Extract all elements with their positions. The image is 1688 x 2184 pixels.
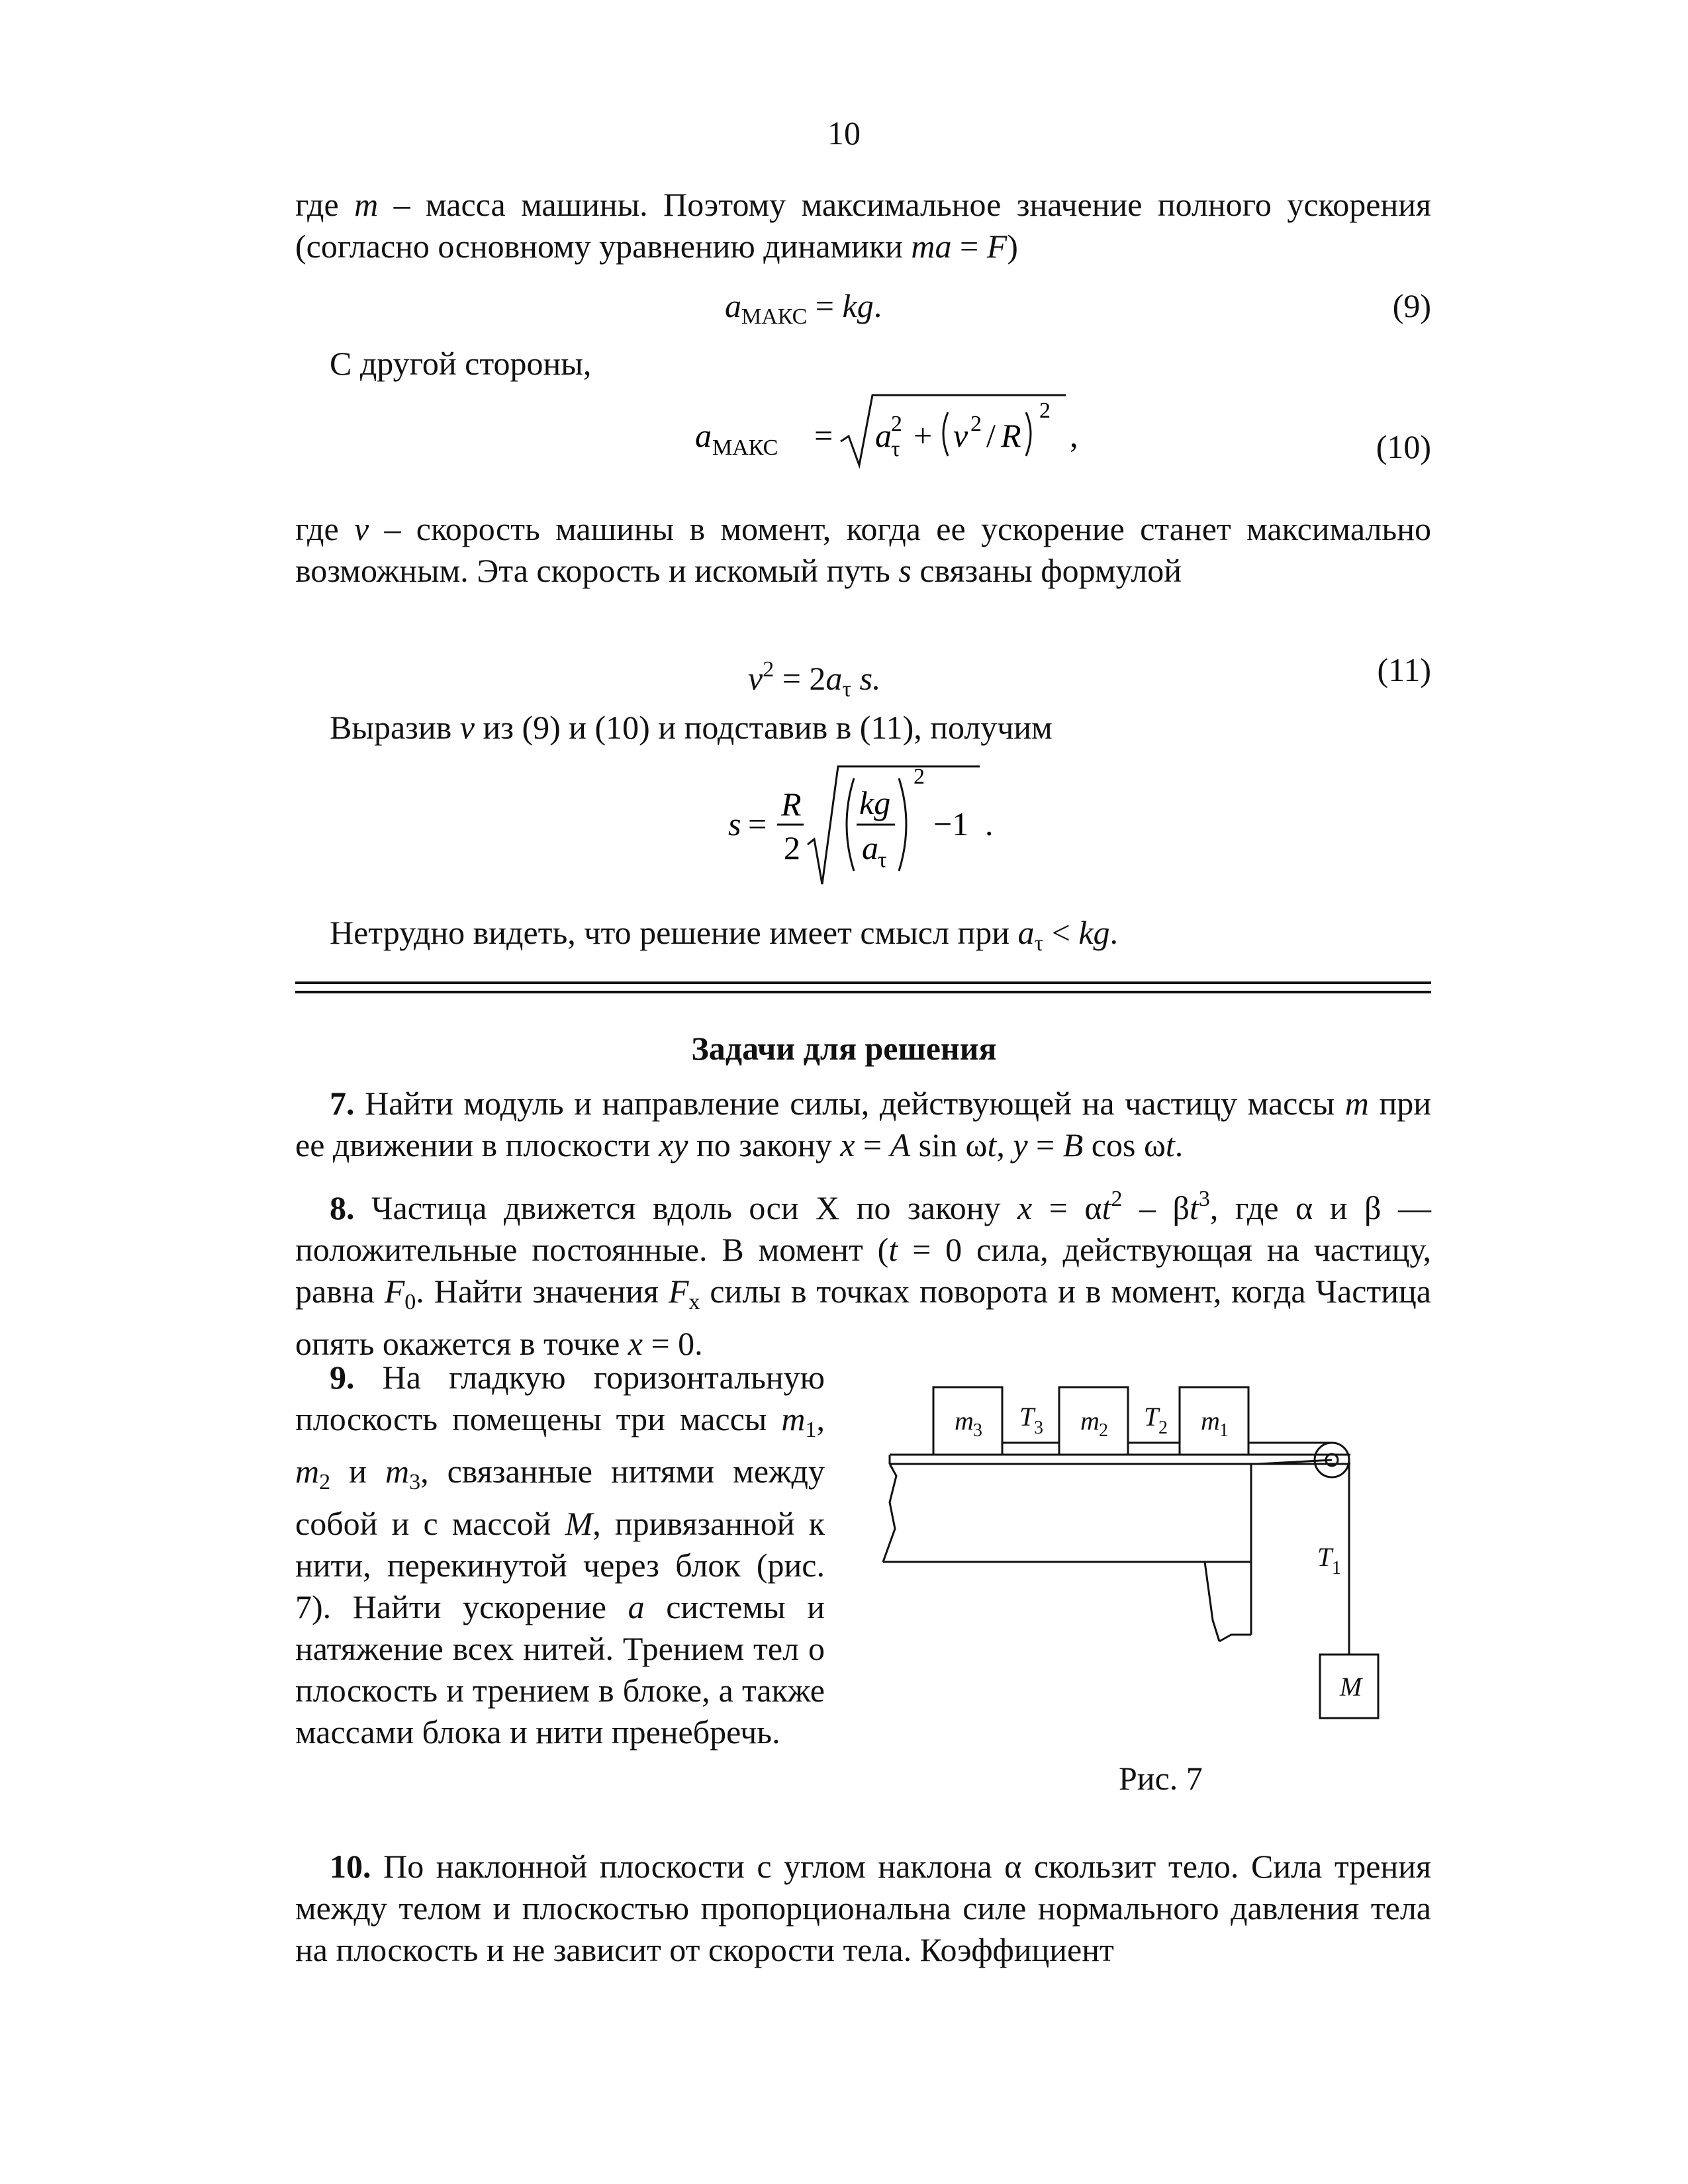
eq12-dot: .	[985, 805, 994, 842]
task-10: 10. По наклонной плоскости с углом наклона α скользит тело. Сила трения между телом и плоскостью пропорциональна силе нормального давления тела на плоскость и не зависит от скорости тела. Коэффициент	[295, 1848, 1431, 1968]
eq12-kg: kg	[859, 784, 891, 821]
eq12-R: R	[781, 786, 802, 823]
eq10-slash: /	[986, 417, 996, 454]
equation-10-number: (10)	[1376, 428, 1431, 465]
eq10-sq1: 2	[891, 412, 902, 436]
page-number: 10	[827, 114, 861, 152]
paragraph-substitution: Выразив v из (9) и (10) и подставив в (11), получим	[330, 709, 1053, 746]
eq12-tau: τ	[878, 848, 887, 872]
equation-9-number: (9)	[1392, 287, 1431, 324]
eq12-equals: =	[748, 805, 767, 842]
label-T1: T	[1317, 1542, 1333, 1572]
label-m3: m	[955, 1406, 974, 1435]
equation-9: $a_{МАКС}$ = kg.	[725, 287, 882, 329]
eq10-sub: МАКС	[712, 435, 778, 460]
paragraph-conclusion: Нетрудно видеть, что решение имеет смысл при $a_\tau$ < kg.	[330, 914, 1119, 956]
eq10-a: a	[695, 417, 712, 454]
separator-line-top	[295, 981, 1431, 984]
label-m3-sub: 3	[973, 1420, 982, 1441]
eq12-a: a	[862, 829, 878, 866]
table-leg-left	[1205, 1562, 1219, 1641]
eq10-v: v	[953, 417, 968, 454]
label-T2: T	[1144, 1402, 1159, 1432]
label-m2-sub: 2	[1099, 1420, 1108, 1441]
label-T2-sub: 2	[1158, 1418, 1168, 1438]
eq10-sq3: 2	[1039, 398, 1051, 423]
equation-11: $v^2 = 2a_\tau$ s.	[748, 657, 881, 702]
label-M: M	[1340, 1672, 1362, 1702]
table-leg-bottom	[1219, 1635, 1251, 1641]
label-m2: m	[1080, 1406, 1100, 1435]
task-9: 9. На гладкую горизонтальную плоскость помещены три массы $m_1$, $m_2$ и $m_3$, связанные нитями между собой и с массой M, привязанной к нити, перекинутой через блок (рис. 7). Найти ускорение a системы и натяжение всех нитей. Трением тел о плоскость и трением в блоке, а также массами блока и нити пренебречь.	[295, 1359, 825, 1751]
eq12-paren-close	[899, 778, 906, 871]
label-m1-sub: 1	[1219, 1420, 1229, 1441]
task-8: 8. Частица движется вдоль оси X по закону $x = \alpha t^2 - \beta t^3$, где α и β — положительные постоянные. В момент (t = 0 сила, действующая на частицу, равна $F_0$. Найти значения $F_x$ силы в точках поворота и в момент, когда Частица опять окажется в точке x = 0.	[295, 1187, 1431, 1362]
task-7: 7. Найти модуль и направление силы, действующей на частицу массы m при ее движении в плоскости xy по закону x = A sin ωt, y = B cos ωt.	[295, 1085, 1431, 1163]
figure-caption: Рис. 7	[1119, 1760, 1203, 1797]
label-m1: m	[1201, 1406, 1220, 1435]
paragraph-other-side: С другой стороны,	[330, 345, 592, 382]
figure-7-drawing	[861, 1370, 1390, 1741]
label-T3: T	[1019, 1402, 1035, 1432]
eq12-two: 2	[784, 829, 800, 866]
paragraph-mass: где m – масса машины. Поэтому максимальное значение полного ускорения (согласно основному уравнению динамики ma = F)	[295, 186, 1431, 265]
eq12-sup: 2	[914, 764, 925, 789]
label-T1-sub: 1	[1332, 1558, 1341, 1578]
eq10-paren-close	[1026, 412, 1031, 456]
eq12-paren-open	[847, 778, 854, 871]
eq10-tau: τ	[891, 437, 900, 461]
equation-11-number: (11)	[1377, 651, 1431, 688]
eq10-plus: +	[914, 417, 933, 454]
label-T3-sub: 3	[1034, 1418, 1043, 1438]
separator-line-bottom	[295, 991, 1431, 993]
table-left-break	[883, 1464, 896, 1562]
eq10-atau: a	[875, 417, 892, 454]
paragraph-speed: где v – скорость машины в момент, когда ее ускорение станет максимально возможным. Эта скорость и искомый путь s связаны формулой	[295, 510, 1431, 589]
eq12-minus-one: −1	[933, 805, 969, 842]
eq10-R: R	[1001, 417, 1021, 454]
eq12-s: s	[728, 805, 741, 842]
eq10-paren-open	[943, 412, 948, 456]
section-heading: Задачи для решения	[691, 1030, 997, 1067]
eq10-comma: ,	[1070, 417, 1078, 454]
eq10-sq2: 2	[970, 412, 982, 436]
eq10-equals: =	[814, 417, 833, 454]
